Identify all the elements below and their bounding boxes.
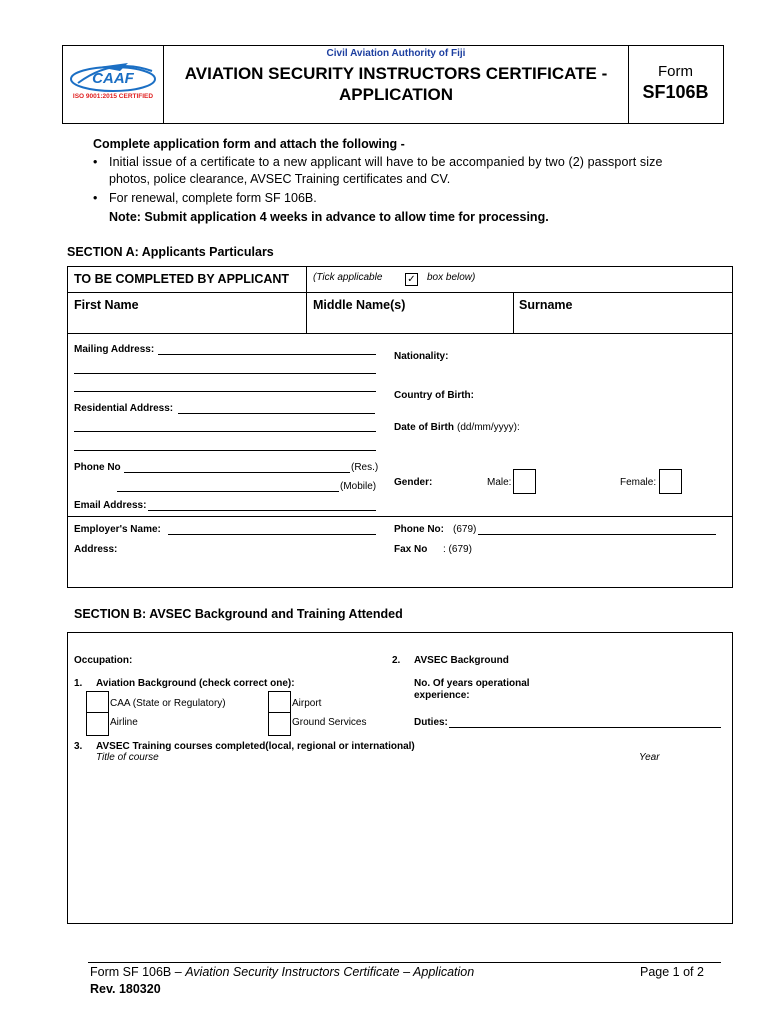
email-field[interactable] [148,510,376,511]
item2-number: 2. [392,655,401,666]
footer-form-ref [90,965,474,979]
bullet-dot-2: • [93,191,98,205]
check-icon: ✓ [405,273,418,286]
years-exp-label-1: No. Of years operational [414,678,530,689]
employer-phone-code: (679) [453,524,477,535]
footer-rule [88,962,721,963]
training-courses-area[interactable] [92,766,722,914]
mailing-address-label: Mailing Address: [74,344,155,355]
box-below-label: box below) [427,272,476,283]
occupation-label: Occupation: [74,655,133,666]
section-b-title: SECTION B: AVSEC Background and Training Attended [74,607,403,621]
residential-address-field-2[interactable] [74,431,376,432]
caa-label: CAA (State or Regulatory) [110,698,226,709]
intro-heading: Complete application form and attach the following - [93,137,405,151]
male-checkbox[interactable] [513,469,536,494]
item3-number: 3. [74,741,83,752]
section-a-row1-line [67,292,733,293]
female-checkbox[interactable] [659,469,682,494]
first-name-label[interactable]: First Name [74,298,139,312]
logo-text: CAAF [92,70,134,87]
aviation-background-label: Aviation Background (check correct one): [96,678,295,689]
employer-name-label: Employer's Name: [74,524,161,535]
airport-label: Airport [292,698,322,709]
middle-name-label[interactable]: Middle Name(s) [313,298,406,312]
gender-label: Gender: [394,477,433,488]
years-exp-label-2: experience: [414,690,470,701]
section-a-vline2 [513,292,514,333]
female-label: Female: [620,477,657,488]
airline-label: Airline [110,717,138,728]
to-be-completed-label: TO BE COMPLETED BY APPLICANT [74,272,290,286]
section-a-employer-line [67,516,733,517]
email-label: Email Address: [74,500,147,511]
section-a-vline1 [306,266,307,333]
title-of-course-label: Title of course [96,752,159,763]
form-code: SF106B [642,82,709,102]
mailing-address-field-2[interactable] [74,373,376,374]
duties-label: Duties: [414,717,448,728]
residential-address-field-3[interactable] [74,450,376,451]
intro-bullet2: For renewal, complete form SF 106B. [109,191,317,205]
form-title-line2: APPLICATION [339,85,453,104]
ground-services-label: Ground Services [292,717,367,728]
form-title-line1: AVIATION SECURITY INSTRUCTORS CERTIFICATE - [184,64,608,83]
employer-phone-field[interactable] [478,534,716,535]
date-of-birth-label: Date of Birth [394,422,454,433]
tick-applicable-label: (Tick applicable [313,272,383,283]
employer-name-field[interactable] [168,534,376,535]
nationality-label: Nationality: [394,351,449,362]
airline-checkbox[interactable] [86,712,109,736]
mailing-address-field-1[interactable] [158,354,376,355]
training-courses-label: AVSEC Training courses completed(local, regional or international) [96,741,415,752]
residential-address-field-1[interactable] [178,413,375,414]
item1-number: 1. [74,678,83,689]
iso-certified: ISO 9001:2015 CERTIFIED [72,93,154,100]
mailing-address-field-3[interactable] [74,391,376,392]
dob-format-label: (dd/mm/yyyy): [457,422,520,433]
section-a-title: SECTION A: Applicants Particulars [67,245,274,259]
surname-label[interactable]: Surname [519,298,573,312]
intro-note: Note: Submit application 4 weeks in advance to allow time for processing. [109,210,549,224]
footer-page: Page 1 of 2 [640,965,704,979]
section-a-row2-line [67,333,733,334]
footer-rev: Rev. 180320 [90,982,161,996]
footer-form-code: Form SF 106B – [90,965,186,979]
mobile-label: (Mobile) [340,481,377,492]
phone-no-label: Phone No [74,462,121,473]
caaf-logo [68,57,158,93]
country-of-birth-label: Country of Birth: [394,390,474,401]
airport-checkbox[interactable] [268,691,291,714]
employer-phone-label: Phone No: [394,524,444,535]
residential-address-label: Residential Address: [74,403,174,414]
intro-bullet1-line2: photos, police clearance, AVSEC Training certificates and CV. [109,172,451,186]
bullet-dot-1: • [93,155,98,169]
footer-form-title: Aviation Security Instructors Certificate – Application [185,965,475,979]
avsec-background-label: AVSEC Background [414,655,509,666]
employer-address-label: Address: [74,544,118,555]
form-label: Form [658,63,693,80]
fax-no-label: Fax No [394,544,428,555]
duties-field[interactable] [449,727,721,728]
res-label: (Res.) [351,462,379,473]
fax-code: : (679) [443,544,472,555]
authority-name: Civil Aviation Authority of Fiji [326,48,466,59]
phone-mobile-field[interactable] [117,491,339,492]
ground-services-checkbox[interactable] [268,712,291,736]
year-label: Year [639,752,660,763]
phone-res-field[interactable] [124,472,350,473]
intro-bullet1-line1: Initial issue of a certificate to a new applicant will have to be accompanied by two (2) passport size [109,155,663,169]
male-label: Male: [487,477,512,488]
caa-checkbox[interactable] [86,691,109,714]
